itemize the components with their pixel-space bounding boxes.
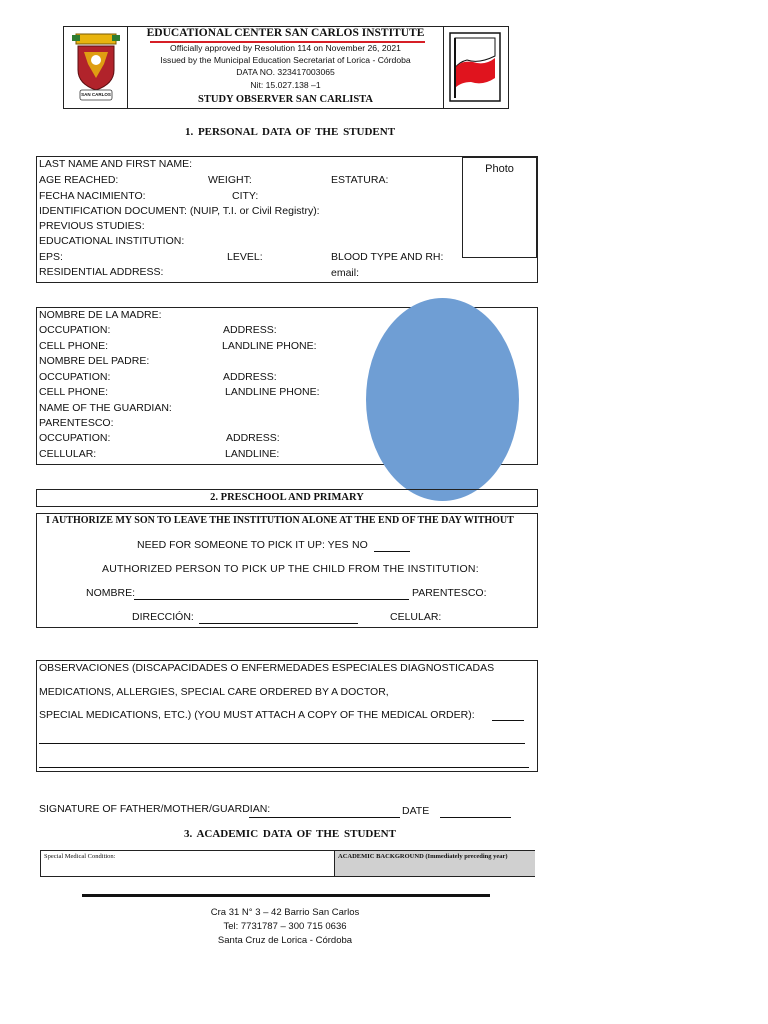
label-height: ESTATURA: (331, 174, 389, 186)
observations-blank-line-2[interactable] (39, 767, 529, 768)
authorized-person-text: AUTHORIZED PERSON TO PICK UP THE CHILD FROM THE INSTITUTION: (102, 563, 479, 575)
section2-heading: 2. PRESCHOOL AND PRIMARY (210, 492, 364, 503)
authorize-text: I AUTHORIZE MY SON TO LEAVE THE INSTITUTION ALONE AT THE END OF THE DAY WITHOUT (46, 515, 514, 526)
label-father-name: NOMBRE DEL PADRE: (39, 355, 150, 367)
no-label: NO (352, 539, 368, 551)
header-line-4: Nit: 15.027.138 –1 (250, 80, 321, 90)
pickup-name-line[interactable] (134, 599, 409, 600)
pickup-cell-label: CELULAR: (390, 611, 442, 623)
label-id-document: IDENTIFICATION DOCUMENT: (NUIP, T.I. or Civil Registry): (39, 205, 320, 217)
label-father-address: ADDRESS: (223, 371, 277, 383)
label-institution: EDUCATIONAL INSTITUTION: (39, 235, 185, 247)
observations-line-1: OBSERVACIONES (DISCAPACIDADES O ENFERMEDADES ESPECIALES DIAGNOSTICADAS (39, 662, 495, 674)
no-answer-line[interactable] (374, 551, 410, 552)
signature-line[interactable] (249, 817, 400, 818)
label-birth-date: FECHA NACIMIENTO: (39, 190, 146, 202)
header-divider-right (443, 26, 444, 109)
header-title: EDUCATIONAL CENTER SAN CARLOS INSTITUTE (146, 27, 425, 39)
label-city: CITY: (232, 190, 259, 202)
label-eps: EPS: (39, 251, 63, 263)
footer-address: Cra 31 N° 3 – 42 Barrio San Carlos (210, 907, 360, 918)
label-weight: WEIGHT: (208, 174, 252, 186)
footer-phone: Tel: 7731787 – 300 715 0636 (223, 921, 347, 932)
label-guardian-occupation: OCCUPATION: (39, 432, 111, 444)
observations-short-line[interactable] (492, 720, 524, 721)
label-guardian-cell: CELLULAR: (39, 448, 97, 460)
label-blood-type: BLOOD TYPE AND RH: (331, 251, 444, 263)
date-line[interactable] (440, 817, 511, 818)
section1-heading: 1. PERSONAL DATA OF THE STUDENT (184, 126, 396, 138)
header-line-1: Officially approved by Resolution 114 on November 26, 2021 (170, 43, 401, 53)
label-guardian-landline: LANDLINE: (225, 448, 280, 460)
label-guardian-name: NAME OF THE GUARDIAN: (39, 402, 172, 414)
label-mother-cell: CELL PHONE: (39, 340, 109, 352)
label-student-name: LAST NAME AND FIRST NAME: (39, 158, 193, 170)
footer-city: Santa Cruz de Lorica - Córdoba (217, 935, 353, 946)
label-mother-landline: LANDLINE PHONE: (222, 340, 317, 352)
observations-line-3: SPECIAL MEDICATIONS, ETC.) (YOU MUST ATTACH A COPY OF THE MEDICAL ORDER): (39, 709, 475, 721)
label-mother-address: ADDRESS: (223, 324, 277, 336)
header-line-2: Issued by the Municipal Education Secretariat of Lorica - Córdoba (160, 55, 411, 65)
academic-background-label: ACADEMIC BACKGROUND (Immediately preceding year) (338, 853, 508, 860)
label-mother-occupation: OCCUPATION: (39, 324, 111, 336)
photo-label: Photo (485, 163, 514, 175)
pickup-address-label: DIRECCIÓN: (132, 611, 194, 623)
crest-text: SAN CARLOS (81, 92, 111, 97)
label-level: LEVEL: (227, 251, 263, 263)
signature-label: SIGNATURE OF FATHER/MOTHER/GUARDIAN: (39, 803, 271, 815)
need-pickup-text: NEED FOR SOMEONE TO PICK IT UP: YES (137, 539, 349, 551)
observations-line-2: MEDICATIONS, ALLERGIES, SPECIAL CARE ORDERED BY A DOCTOR, (39, 686, 389, 698)
label-father-occupation: OCCUPATION: (39, 371, 111, 383)
pickup-name-label: NOMBRE: (86, 587, 136, 599)
label-age: AGE REACHED: (39, 174, 119, 186)
pickup-address-line[interactable] (199, 623, 358, 624)
pickup-relation-label: PARENTESCO: (412, 587, 487, 599)
footer-rule (82, 894, 490, 897)
school-crest-logo (68, 30, 124, 102)
label-guardian-address: ADDRESS: (226, 432, 280, 444)
section3-heading: 3. ACADEMIC DATA OF THE STUDENT (184, 828, 396, 840)
flag-logo (449, 32, 501, 102)
label-address: RESIDENTIAL ADDRESS: (39, 266, 164, 278)
header-line-3: DATA NO. 323417003065 (236, 67, 335, 77)
blue-oval-shape (366, 298, 519, 501)
label-previous-studies: PREVIOUS STUDIES: (39, 220, 145, 232)
label-email: email: (331, 267, 360, 279)
label-father-landline: LANDLINE PHONE: (225, 386, 320, 398)
observations-blank-line-1[interactable] (39, 743, 525, 744)
label-father-cell: CELL PHONE: (39, 386, 109, 398)
medical-condition-label: Special Medical Condition: (44, 853, 116, 860)
date-label: DATE (402, 805, 430, 817)
header-subtitle: STUDY OBSERVER SAN CARLISTA (198, 94, 373, 105)
label-guardian-relation: PARENTESCO: (39, 417, 114, 429)
label-mother-name: NOMBRE DE LA MADRE: (39, 309, 162, 321)
